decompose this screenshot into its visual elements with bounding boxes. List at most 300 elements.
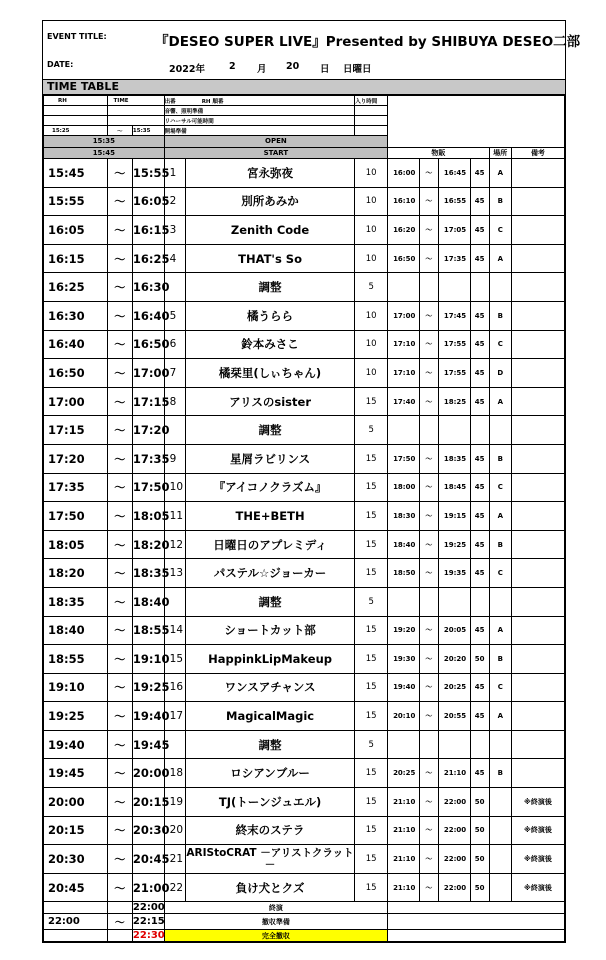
merch-separator: ～ [419, 530, 438, 559]
artist-name: 別所あみか [185, 187, 354, 216]
note-cell: ※終演後 [511, 816, 564, 845]
time-separator: ～ [107, 502, 132, 531]
merch-minutes: 45 [470, 359, 489, 388]
artist-name: THAT's So [185, 244, 354, 273]
footer-end-time: 22:15 [132, 914, 164, 930]
merch-location: B [489, 645, 511, 674]
merch-start: 20:10 [388, 702, 420, 731]
set-minutes: 10 [355, 359, 388, 388]
note-cell [511, 301, 564, 330]
merch-start: 21:10 [388, 788, 420, 817]
time-separator: ～ [107, 845, 132, 874]
merch-start: 19:30 [388, 645, 420, 674]
merch-start [388, 416, 420, 445]
slot-number: 12 [164, 530, 185, 559]
schedule-row [44, 387, 565, 416]
end-time: 16:15 [132, 216, 164, 245]
note-cell [511, 159, 564, 188]
start-time: 16:15 [44, 244, 108, 273]
merch-location [489, 816, 511, 845]
artist-name: 日曜日のアプレミディ [185, 530, 354, 559]
merch-end: 17:55 [438, 330, 470, 359]
merch-minutes [470, 730, 489, 759]
start-time: 18:20 [44, 559, 108, 588]
slot-number: 19 [164, 788, 185, 817]
time-separator: ～ [107, 530, 132, 559]
merch-separator: ～ [419, 645, 438, 674]
merch-end [438, 730, 470, 759]
note-cell [511, 187, 564, 216]
artist-name: TJ(トーンジュエル) [185, 788, 354, 817]
merch-separator: ～ [419, 473, 438, 502]
slot-number: 15 [164, 645, 185, 674]
merch-separator: ～ [419, 673, 438, 702]
note-cell [511, 387, 564, 416]
end-time: 17:00 [132, 359, 164, 388]
merch-start: 17:00 [388, 301, 420, 330]
time-separator: ～ [107, 673, 132, 702]
set-minutes: 15 [355, 816, 388, 845]
merch-start: 17:50 [388, 444, 420, 473]
footer-separator [107, 902, 132, 914]
open-time: 15:35 [44, 136, 165, 148]
merch-end: 18:35 [438, 444, 470, 473]
merch-end: 19:25 [438, 530, 470, 559]
slot-number: 17 [164, 702, 185, 731]
note-cell [511, 244, 564, 273]
merch-minutes: 45 [470, 387, 489, 416]
schedule-row [44, 759, 565, 788]
merch-end: 22:00 [438, 788, 470, 817]
start-time: 18:55 [44, 645, 108, 674]
set-minutes: 5 [355, 416, 388, 445]
start-time: 16:05 [44, 216, 108, 245]
open-row [44, 136, 565, 148]
footer-row [44, 930, 565, 942]
artist-name: 調整 [185, 730, 354, 759]
time-separator: ～ [107, 387, 132, 416]
start-time: 17:50 [44, 502, 108, 531]
merch-separator: ～ [419, 702, 438, 731]
time-separator: ～ [107, 788, 132, 817]
merch-end: 16:45 [438, 159, 470, 188]
merch-end [438, 273, 470, 302]
merch-separator: ～ [419, 359, 438, 388]
footer-row [44, 914, 565, 930]
schedule-row [44, 159, 565, 188]
merch-minutes: 45 [470, 502, 489, 531]
schedule-row [44, 444, 565, 473]
merch-separator: ～ [419, 788, 438, 817]
merch-minutes: 50 [470, 845, 489, 874]
merch-start: 20:25 [388, 759, 420, 788]
note-cell [511, 559, 564, 588]
event-title-row [43, 21, 581, 51]
merch-end: 20:25 [438, 673, 470, 702]
timetable-sheet [42, 20, 581, 943]
date-row [43, 51, 565, 79]
start-label: START [164, 147, 387, 159]
start-time: 15:45 [44, 147, 165, 159]
merch-location: A [489, 616, 511, 645]
schedule-row [44, 873, 565, 902]
start-time: 17:15 [44, 416, 108, 445]
merch-start: 18:00 [388, 473, 420, 502]
merch-location: C [489, 559, 511, 588]
merch-location: C [489, 673, 511, 702]
footer-separator: ～ [107, 914, 132, 930]
merch-end: 17:55 [438, 359, 470, 388]
merch-end [438, 416, 470, 445]
merch-start: 19:40 [388, 673, 420, 702]
footer-end-time: 22:00 [132, 902, 165, 914]
slot-number: 4 [164, 244, 185, 273]
time-separator: ～ [107, 730, 132, 759]
slot-number: 6 [164, 330, 185, 359]
footer-separator [107, 930, 132, 942]
merch-separator: ～ [419, 244, 438, 273]
note-cell [511, 416, 564, 445]
merch-start: 18:40 [388, 530, 420, 559]
schedule-row [44, 330, 565, 359]
end-time: 18:05 [132, 502, 164, 531]
set-minutes: 15 [355, 473, 388, 502]
time-separator: ～ [107, 616, 132, 645]
artist-name: ARIStoCRAT －アリストクラット－ [185, 845, 354, 874]
merch-minutes: 50 [470, 788, 489, 817]
merch-location: B [489, 187, 511, 216]
set-minutes: 10 [355, 244, 388, 273]
end-time: 18:55 [132, 616, 164, 645]
merch-separator: ～ [419, 330, 438, 359]
merch-location: D [489, 359, 511, 388]
merch-minutes: 45 [470, 473, 489, 502]
venue-prep-end: 15:35 [132, 126, 164, 136]
merch-minutes: 45 [470, 759, 489, 788]
time-separator: ～ [107, 873, 132, 902]
merch-start: 21:10 [388, 816, 420, 845]
set-minutes: 15 [355, 559, 388, 588]
merch-location: B [489, 530, 511, 559]
schedule-row [44, 816, 565, 845]
schedule-row [44, 244, 565, 273]
note-cell [511, 330, 564, 359]
artist-name: MagicalMagic [185, 702, 354, 731]
note-cell [511, 273, 564, 302]
note-cell [511, 216, 564, 245]
merch-location: A [489, 387, 511, 416]
time-header: TIME [107, 96, 164, 106]
event-title: 『DESEO SUPER LIVE』Presented by SHIBUYA DESEO二部 [155, 34, 581, 50]
merch-location [489, 730, 511, 759]
artist-name: Zenith Code [185, 216, 354, 245]
set-minutes: 15 [355, 444, 388, 473]
merch-location: C [489, 330, 511, 359]
venue-prep-label: 開場準備 [164, 126, 355, 136]
time-separator: ～ [107, 216, 132, 245]
merch-end: 18:45 [438, 473, 470, 502]
start-time: 16:40 [44, 330, 108, 359]
note-cell: ※終演後 [511, 788, 564, 817]
schedule-row [44, 788, 565, 817]
merch-minutes [470, 416, 489, 445]
time-separator: ～ [107, 587, 132, 616]
start-time: 18:40 [44, 616, 108, 645]
end-time: 18:35 [132, 559, 164, 588]
start-time: 15:45 [44, 159, 108, 188]
slot-number: 1 [164, 159, 185, 188]
merch-end: 19:35 [438, 559, 470, 588]
merch-start: 21:10 [388, 873, 420, 902]
end-time: 18:40 [132, 587, 164, 616]
note-cell [511, 473, 564, 502]
merch-location [489, 845, 511, 874]
set-minutes: 5 [355, 730, 388, 759]
end-time: 19:45 [132, 730, 164, 759]
footer-end-time: 22:30 [132, 930, 165, 942]
merch-minutes: 45 [470, 330, 489, 359]
date-month: 2 [229, 61, 236, 72]
merch-location: B [489, 301, 511, 330]
merch-location: A [489, 702, 511, 731]
time-separator: ～ [107, 187, 132, 216]
set-minutes: 15 [355, 788, 388, 817]
merch-end: 22:00 [438, 845, 470, 874]
footer-start-time [44, 930, 108, 942]
schedule-row [44, 730, 565, 759]
merch-location: C [489, 473, 511, 502]
merch-location [489, 788, 511, 817]
set-minutes: 15 [355, 616, 388, 645]
time-separator: ～ [107, 759, 132, 788]
merch-start [388, 587, 420, 616]
start-time: 19:25 [44, 702, 108, 731]
merch-minutes: 45 [470, 673, 489, 702]
start-time: 20:30 [44, 845, 108, 874]
artist-name: 調整 [185, 416, 354, 445]
merch-end: 18:25 [438, 387, 470, 416]
start-time: 17:00 [44, 387, 108, 416]
merch-start: 17:10 [388, 330, 420, 359]
merch-end: 17:45 [438, 301, 470, 330]
note-cell [511, 730, 564, 759]
merch-start [388, 273, 420, 302]
artist-name: ショートカット部 [185, 616, 354, 645]
time-separator: ～ [107, 273, 132, 302]
merch-separator: ～ [419, 387, 438, 416]
slot-number: 9 [164, 444, 185, 473]
start-time: 16:25 [44, 273, 108, 302]
set-minutes: 10 [355, 330, 388, 359]
artist-name: 終末のステラ [185, 816, 354, 845]
slot-number: 10 [164, 473, 185, 502]
merch-end: 22:00 [438, 816, 470, 845]
schedule-row [44, 559, 565, 588]
end-time: 18:20 [132, 530, 164, 559]
set-minutes: 5 [355, 273, 388, 302]
set-minutes: 15 [355, 759, 388, 788]
schedule-row [44, 473, 565, 502]
end-time: 20:45 [132, 845, 164, 874]
merch-separator: ～ [419, 759, 438, 788]
set-minutes: 10 [355, 216, 388, 245]
note-cell [511, 702, 564, 731]
merch-minutes: 45 [470, 244, 489, 273]
merch-minutes: 45 [470, 530, 489, 559]
merch-end: 19:15 [438, 502, 470, 531]
slot-number: 5 [164, 301, 185, 330]
set-minutes: 5 [355, 587, 388, 616]
date-day: 20 [286, 61, 300, 72]
note-cell [511, 587, 564, 616]
artist-name: ロシアンブルー [185, 759, 354, 788]
note-cell [511, 502, 564, 531]
time-separator: ～ [107, 159, 132, 188]
merch-minutes [470, 587, 489, 616]
date-day-unit: 日 [320, 64, 330, 75]
end-time: 17:35 [132, 444, 164, 473]
end-time: 16:25 [132, 244, 164, 273]
footer-start-time: 22:00 [44, 914, 108, 930]
start-time: 18:05 [44, 530, 108, 559]
time-separator: ～ [107, 473, 132, 502]
artist-name: 宮永弥夜 [185, 159, 354, 188]
slot-number: 13 [164, 559, 185, 588]
schedule-row [44, 359, 565, 388]
merch-location [489, 416, 511, 445]
artist-name: HappinkLipMakeup [185, 645, 354, 674]
date-weekday: 日曜日 [343, 64, 372, 75]
merch-separator [419, 416, 438, 445]
merch-minutes: 45 [470, 159, 489, 188]
time-separator: ～ [107, 301, 132, 330]
end-time: 20:30 [132, 816, 164, 845]
end-time: 16:40 [132, 301, 164, 330]
merch-separator [419, 587, 438, 616]
artist-name: 橘うらら [185, 301, 354, 330]
schedule-row [44, 587, 565, 616]
place-header: 場所 [489, 147, 511, 159]
note-cell [511, 616, 564, 645]
merch-separator [419, 273, 438, 302]
merch-separator: ～ [419, 216, 438, 245]
merch-separator: ～ [419, 559, 438, 588]
merch-minutes: 50 [470, 873, 489, 902]
merch-start [388, 730, 420, 759]
note-cell [511, 759, 564, 788]
slot-number: 18 [164, 759, 185, 788]
end-time: 20:00 [132, 759, 164, 788]
merch-start: 19:20 [388, 616, 420, 645]
merch-minutes: 50 [470, 816, 489, 845]
set-minutes: 10 [355, 301, 388, 330]
artist-name: 調整 [185, 273, 354, 302]
merch-location [489, 873, 511, 902]
time-separator: ～ [107, 330, 132, 359]
merch-end [438, 587, 470, 616]
entry-time-header: 入り時間 [355, 96, 388, 106]
schedule-row [44, 530, 565, 559]
merch-end: 17:35 [438, 244, 470, 273]
rh-header: RH [44, 96, 108, 106]
merch-minutes: 45 [470, 216, 489, 245]
merch-location: B [489, 444, 511, 473]
schedule-table [43, 95, 565, 942]
slot-number: 7 [164, 359, 185, 388]
slot-number: 22 [164, 873, 185, 902]
merch-separator: ～ [419, 187, 438, 216]
start-time: 20:00 [44, 788, 108, 817]
note-header: 備考 [511, 147, 564, 159]
start-time: 16:50 [44, 359, 108, 388]
sound-light-prep: 音響、照明準備 [164, 106, 355, 116]
schedule-row [44, 216, 565, 245]
footer-start-time [44, 902, 108, 914]
note-cell [511, 444, 564, 473]
start-row [44, 147, 565, 159]
time-separator: ～ [107, 816, 132, 845]
note-cell [511, 359, 564, 388]
merch-minutes: 45 [470, 702, 489, 731]
merch-minutes: 45 [470, 559, 489, 588]
merch-minutes: 50 [470, 645, 489, 674]
time-separator: ～ [107, 702, 132, 731]
start-time: 19:40 [44, 730, 108, 759]
merch-location: A [489, 244, 511, 273]
slot-number: 11 [164, 502, 185, 531]
merch-end: 21:10 [438, 759, 470, 788]
start-time: 19:10 [44, 673, 108, 702]
slot-number: 8 [164, 387, 185, 416]
merch-separator: ～ [419, 502, 438, 531]
end-time: 16:50 [132, 330, 164, 359]
slot-number: 21 [164, 845, 185, 874]
start-time: 16:30 [44, 301, 108, 330]
merch-start: 18:50 [388, 559, 420, 588]
schedule-row [44, 273, 565, 302]
venue-prep-start: 15:25 [44, 126, 108, 136]
schedule-row [44, 416, 565, 445]
set-minutes: 15 [355, 702, 388, 731]
merch-start: 17:40 [388, 387, 420, 416]
merch-minutes: 45 [470, 616, 489, 645]
end-time: 17:20 [132, 416, 164, 445]
slot-number: 3 [164, 216, 185, 245]
slot-number: 14 [164, 616, 185, 645]
merch-location: A [489, 159, 511, 188]
set-minutes: 15 [355, 530, 388, 559]
end-time: 19:40 [132, 702, 164, 731]
merch-separator: ～ [419, 301, 438, 330]
start-time: 17:20 [44, 444, 108, 473]
note-cell [511, 530, 564, 559]
set-minutes: 15 [355, 502, 388, 531]
set-minutes: 15 [355, 845, 388, 874]
footer-row [44, 902, 565, 914]
end-time: 17:50 [132, 473, 164, 502]
note-cell: ※終演後 [511, 845, 564, 874]
date-label: DATE: [47, 60, 74, 69]
merch-location: B [489, 759, 511, 788]
merch-location: A [489, 502, 511, 531]
event-title-label: EVENT TITLE: [47, 32, 107, 41]
slot-number: 2 [164, 187, 185, 216]
start-time: 17:35 [44, 473, 108, 502]
pre-header-row [44, 96, 565, 106]
note-cell: ※終演後 [511, 873, 564, 902]
set-minutes: 15 [355, 673, 388, 702]
merch-location: C [489, 216, 511, 245]
